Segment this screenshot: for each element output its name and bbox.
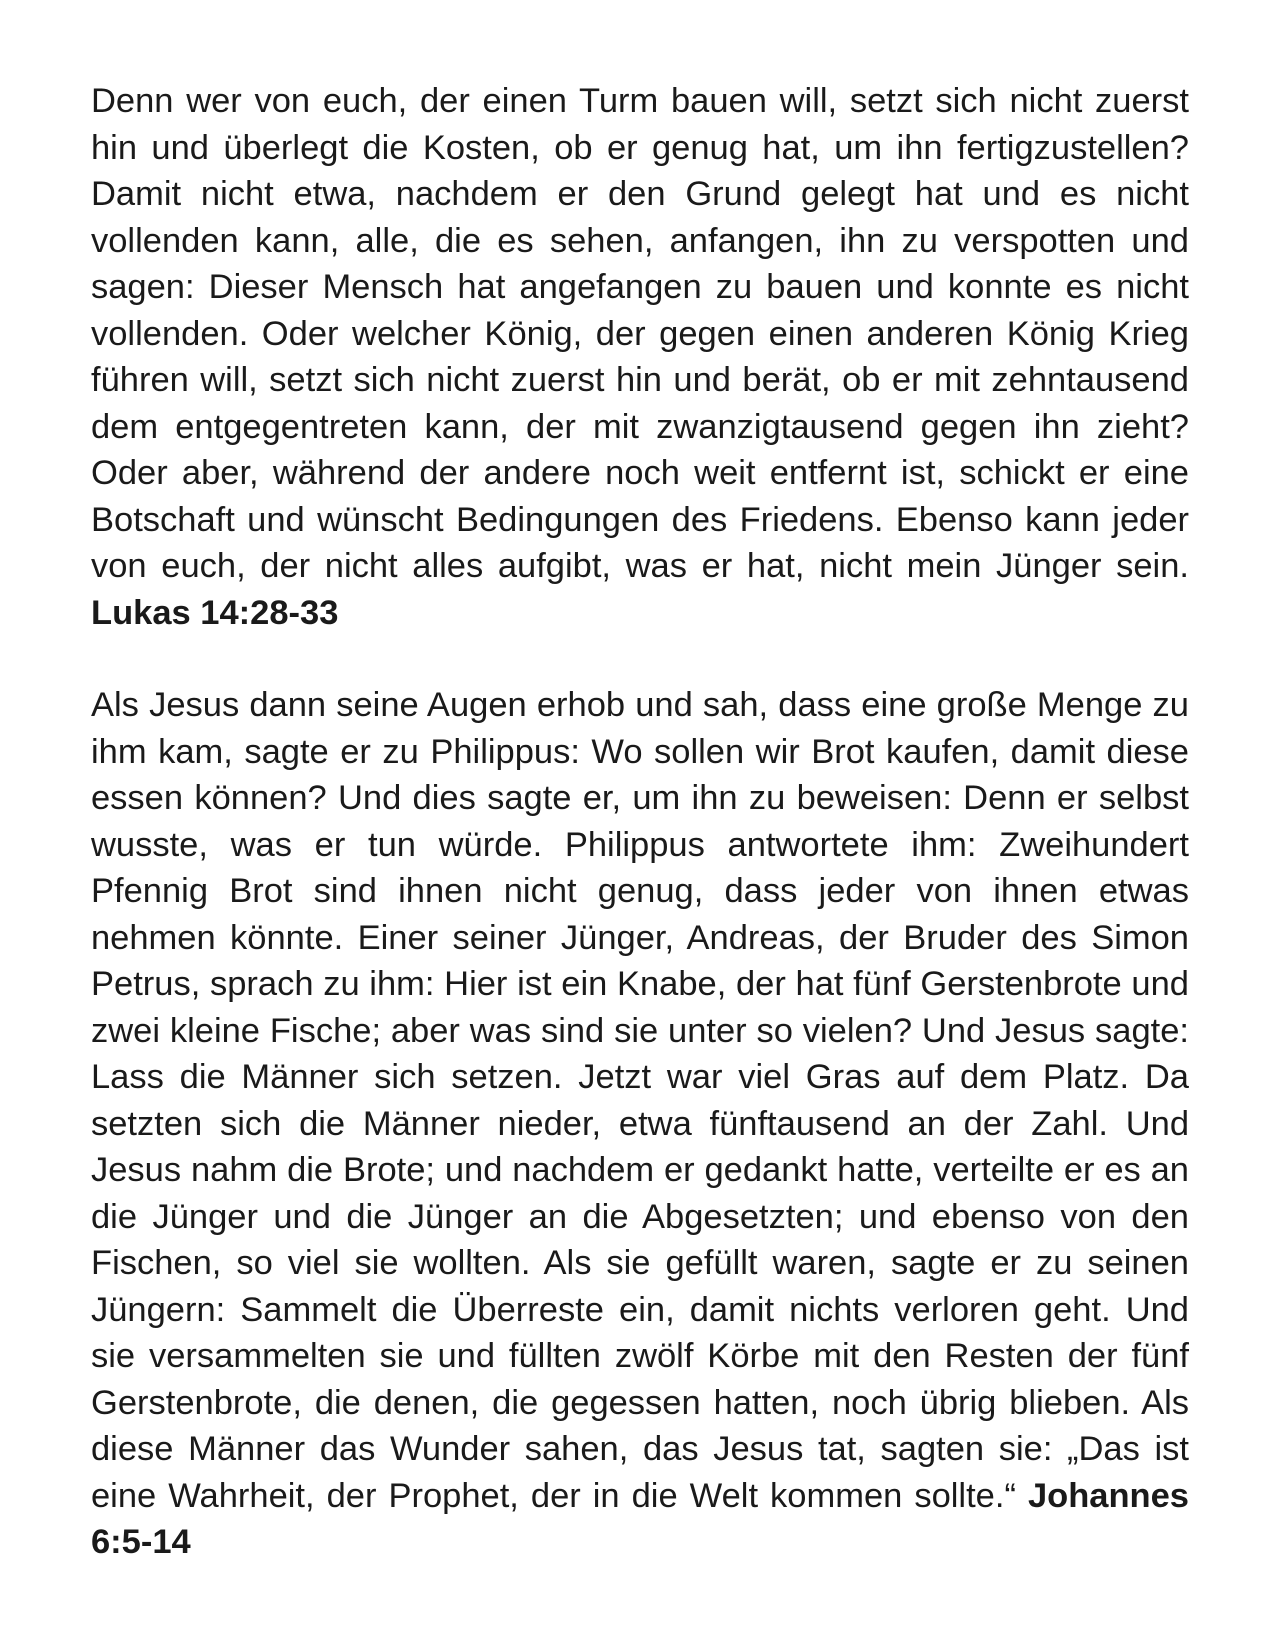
bible-reference: Lukas 14:28-33 (91, 593, 339, 632)
document-body (91, 78, 1189, 1612)
passage-lukas (91, 78, 1189, 636)
passage-text: Als Jesus dann seine Augen erhob und sah, dass eine große Menge zu ihm kam, sagte er zu Philippus: Wo sollen wir Brot kaufen, damit diese essen können? Und dies sagte er, um ihn zu beweisen: Denn er selbst wusste, was er tun würde. Philippus antwortete ihm: Zweihundert Pfennig Brot sind ihnen nicht genug, dass jeder von ihnen etwas nehmen könnte. Einer seiner Jünger, Andreas, der Bruder des Simon Petrus, sprach zu ihm: Hier ist ein Knabe, der hat fünf Gerstenbrote und zwei kleine Fische; aber was sind sie unter so vielen? Und Jesus sagte: Lass die Männer sich setzen. Jetzt war viel Gras auf dem Platz. Da setzten sich die Männer nieder, etwa fünftausend an der Zahl. Und Jesus nahm die Brote; und nachdem er gedankt hatte, verteilte er es an die Jünger und die Jünger an die Abgesetzten; und ebenso von den Fischen, so viel sie wollten. Als sie gefüllt waren, sagte er zu seinen Jüngern: Sammelt die Überreste ein, damit nichts verloren geht. Und sie versammelten sie und füllten zwölf Körbe mit den Resten der fünf Gerstenbrote, die denen, die gegessen hatten, noch übrig blieben. Als diese Männer das Wunder sahen, das Jesus tat, sagten sie: „Das ist eine Wahrheit, der Prophet, der in die Welt kommen sollte.“ (91, 686, 1189, 1515)
bible-reference: Johannes 6:5-14 (91, 1476, 1189, 1561)
passage-text: Denn wer von euch, der einen Turm bauen will, setzt sich nicht zuerst hin und überlegt die Kosten, ob er genug hat, um ihn fertigzustellen? Damit nicht etwa, nachdem er den Grund gelegt hat und es nicht vollenden kann, alle, die es sehen, anfangen, ihn zu verspotten und sagen: Dieser Mensch hat angefangen zu bauen und konnte es nicht vollenden. Oder welcher König, der gegen einen anderen König Krieg führen will, setzt sich nicht zuerst hin und berät, ob er mit zehntausend dem entgegentreten kann, der mit zwanzigtausend gegen ihn zieht? Oder aber, während der andere noch weit entfernt ist, schickt er eine Botschaft und wünscht Bedingungen des Friedens. Ebenso kann jeder von euch, der nicht alles aufgibt, was er hat, nicht mein Jünger sein. (91, 82, 1189, 585)
passage-johannes (91, 682, 1189, 1566)
